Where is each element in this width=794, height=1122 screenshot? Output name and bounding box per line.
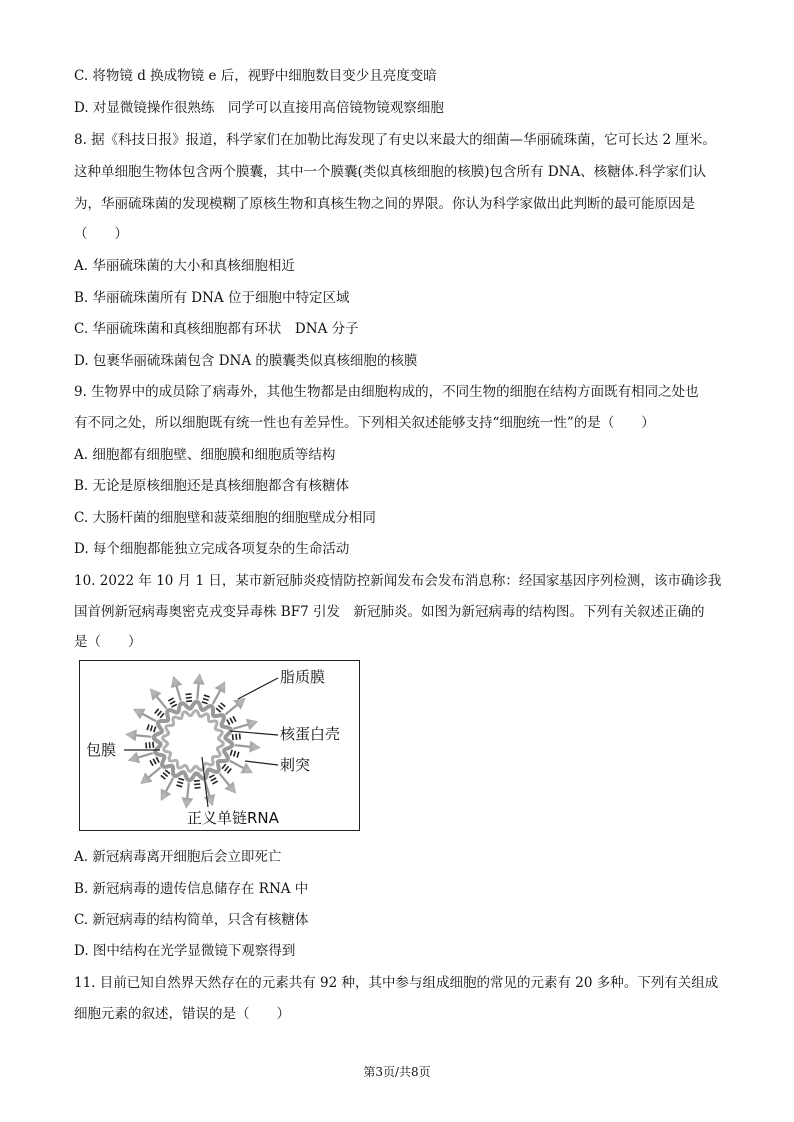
q11-stem-line-2: 细胞元素的叙述，错误的是（ ） — [74, 1006, 290, 1022]
leader-lipid-membrane — [238, 678, 278, 699]
spike-tip — [229, 786, 235, 792]
label-envelope: 包膜 — [86, 741, 117, 759]
capsid-protein-mark — [203, 699, 209, 701]
label-rna: 正义单链RNA — [187, 809, 279, 827]
capsid-protein-mark — [233, 716, 236, 721]
spike-tip — [151, 690, 157, 696]
q10-stem-line-1: 10. 2022 年 10 月 1 日，某市新冠肺炎疫情防控新闻发布会发布消息称：经国家基因序列检测，该市确诊我 — [74, 573, 722, 589]
capsid-protein-mark — [194, 781, 200, 782]
capsid-protein-mark — [160, 713, 164, 718]
capsid-protein-mark — [216, 708, 221, 712]
spike-tip — [252, 744, 258, 750]
virus-core — [171, 719, 215, 763]
q9-option-c: C. 大肠杆菌的细胞壁和菠菜细胞的细胞壁成分相同 — [74, 510, 376, 526]
spike-tip — [238, 699, 244, 705]
capsid-protein-mark — [218, 706, 223, 710]
capsid-protein-mark — [150, 760, 153, 765]
q7-option-d: D. 对显微镜操作很熟练 同学可以直接用高倍镜物镜观察细胞 — [74, 100, 444, 116]
capsid-protein-mark — [227, 769, 231, 774]
capsid-protein-mark — [233, 734, 234, 740]
q10-option-c: C. 新冠病毒的结构简单，只含有核糖体 — [74, 912, 309, 928]
capsid-protein-mark — [165, 770, 170, 774]
spike-tip — [128, 732, 134, 738]
capsid-protein-mark — [227, 720, 230, 725]
capsid-protein-mark — [225, 766, 229, 771]
capsid-protein-mark — [154, 726, 156, 732]
label-spike: 刺突 — [280, 756, 311, 774]
page-number: 第3页/共8页 — [363, 1065, 431, 1079]
spike-tip — [172, 679, 178, 685]
q8-option-c: C. 华丽硫珠菌和真核细胞都有环状 DNA 分子 — [74, 321, 359, 337]
capsid-protein-mark — [176, 785, 182, 787]
capsid-protein-mark — [149, 742, 150, 748]
capsid-protein-mark — [194, 784, 200, 785]
capsid-protein-mark — [161, 775, 166, 779]
capsid-protein-mark — [239, 733, 240, 739]
q10-option-b: B. 新冠病毒的遗传信息储存在 RNA 中 — [74, 881, 309, 897]
q8-option-d: D. 包裹华丽硫珠菌包含 DNA 的膜囊类似真核细胞的核膜 — [74, 353, 418, 369]
q10-option-a: A. 新冠病毒离开细胞后会立即死亡 — [74, 849, 282, 865]
q8-option-a: A. 华丽硫珠菌的大小和真核细胞相近 — [74, 258, 295, 274]
spike-tip — [142, 777, 148, 783]
label-capsid: 核蛋白壳 — [280, 725, 341, 743]
capsid-protein-mark — [211, 778, 216, 781]
capsid-protein-mark — [236, 734, 237, 740]
capsid-protein-mark — [204, 695, 210, 697]
capsid-protein-mark — [222, 764, 226, 769]
capsid-protein-mark — [221, 703, 226, 707]
capsid-protein-mark — [153, 742, 154, 748]
capsid-protein-mark — [155, 709, 159, 714]
capsid-protein-mark — [234, 751, 236, 757]
spike-tip — [219, 683, 225, 689]
capsid-protein-mark — [237, 752, 239, 758]
q9-option-b: B. 无论是原核细胞还是真核细胞都含有核糖体 — [74, 478, 350, 494]
q8-stem-line-3: 为，华丽硫珠菌的发现模糊了原核生物和真核生物之间的界限。你认为科学家做出此判断的最可能原因是 — [74, 196, 695, 212]
capsid-protein-mark — [147, 724, 149, 730]
capsid-protein-mark — [153, 759, 156, 764]
q7-option-c: C. 将物镜 d 换成物镜 e 后，视野中细胞数目变少且亮度变暗 — [74, 68, 437, 84]
capsid-protein-mark — [158, 711, 162, 716]
virus-structure-figure — [79, 660, 360, 831]
leader-capsid — [230, 731, 278, 735]
capsid-protein-mark — [186, 697, 192, 698]
q9-stem-line-1: 9. 生物界中的成员除了病毒外，其他生物都是由细胞构成的，不同生物的细胞在结构方面既有相同之处也 — [74, 384, 699, 400]
spike-tip — [249, 720, 255, 726]
capsid-protein-mark — [212, 781, 217, 784]
capsid-protein-mark — [177, 782, 183, 784]
q10-stem-line-2: 国首例新冠病毒奥密克戎变异毒株 BF7 引发 新冠肺炎。如图为新冠病毒的结构图。下列有关叙述正确的 — [74, 604, 705, 620]
leader-spike — [245, 761, 278, 765]
capsid-protein-mark — [230, 718, 233, 723]
capsid-protein-mark — [172, 704, 177, 707]
spike-tip — [208, 797, 214, 803]
q9-stem-line-2: 有不同之处，所以细胞既有统一性也有差异性。下列相关叙述能够支持“细胞统一性”的是（ ） — [74, 415, 655, 431]
capsid-protein-mark — [195, 787, 201, 788]
capsid-protein-mark — [178, 778, 184, 780]
capsid-protein-mark — [230, 750, 232, 756]
spike-tip — [184, 800, 190, 806]
q11-stem-line-1: 11. 目前已知自然界天然存在的元素共有 92 种，其中参与组成细胞的常见的元素有 20 多种。下列有关组成 — [74, 975, 719, 991]
q8-option-b: B. 华丽硫珠菌所有 DNA 位于细胞中特定区域 — [74, 290, 350, 306]
capsid-protein-mark — [163, 773, 168, 777]
capsid-protein-mark — [170, 701, 175, 704]
q9-option-a: A. 细胞都有细胞壁、细胞膜和细胞质等结构 — [74, 447, 336, 463]
capsid-protein-mark — [156, 757, 159, 762]
virus-diagram — [80, 661, 358, 829]
capsid-protein-mark — [202, 702, 208, 704]
q8-answer-blank: （ ） — [74, 226, 128, 242]
capsid-protein-mark — [168, 698, 173, 701]
spike-tip — [196, 676, 202, 682]
label-lipid-membrane: 脂质膜 — [280, 668, 326, 686]
capsid-protein-mark — [146, 743, 147, 749]
capsid-protein-mark — [185, 694, 191, 695]
q8-stem-line-2: 这种单细胞生物体包含两个膜囊，其中一个膜囊(类似真核细胞的核膜)包含所有 DNA、核糖体.科学家们认 — [74, 164, 707, 180]
spike-tip — [131, 756, 137, 762]
capsid-protein-mark — [209, 775, 214, 778]
capsid-protein-mark — [151, 725, 153, 731]
spike-tip — [245, 767, 251, 773]
spike-tip — [135, 709, 141, 715]
spike-tip — [161, 793, 167, 799]
q8-stem-line-1: 8. 据《科技日报》报道，科学家们在加勒比海发现了有史以来最大的细菌—华丽硫珠菌，它可长达 2 厘米。 — [74, 132, 716, 148]
q10-option-d: D. 图中结构在光学显微镜下观察得到 — [74, 943, 296, 959]
q9-option-d: D. 每个细胞都能独立完成各项复杂的生命活动 — [74, 541, 350, 557]
capsid-protein-mark — [186, 701, 192, 702]
q10-stem-line-3: 是（ ） — [74, 634, 142, 650]
